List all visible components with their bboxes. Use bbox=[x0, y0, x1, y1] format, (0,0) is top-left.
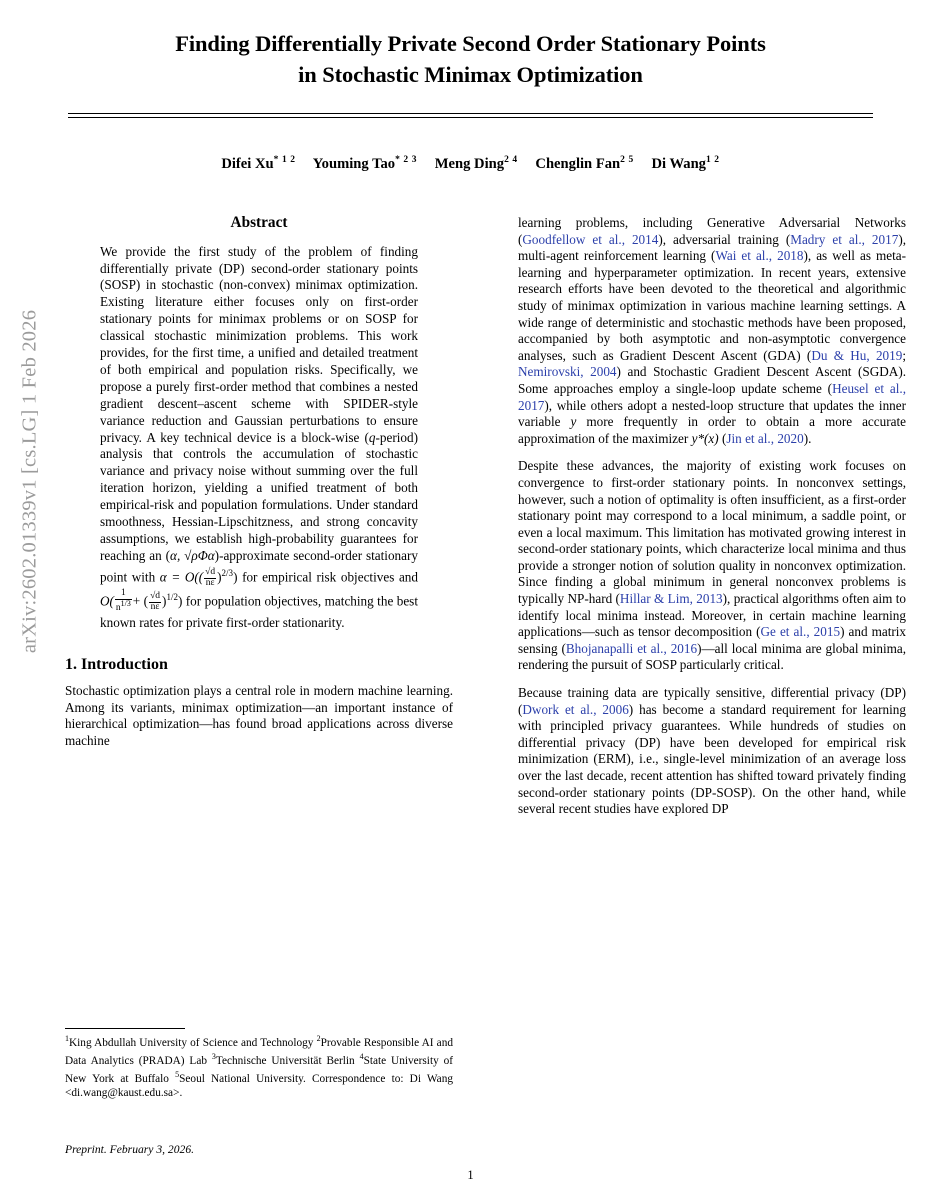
arxiv-stamp: arXiv:2602.01339v1 [cs.LG] 1 Feb 2026 bbox=[18, 309, 41, 654]
title-line-2: in Stochastic Minimax Optimization bbox=[298, 62, 643, 87]
author-name-3: Meng Ding bbox=[434, 155, 505, 172]
intro-paragraph-1: Stochastic optimization plays a central role in modern machine learning. Among its variants, minimax optimization—an important instance of hierarchical optimization—has found broad applications across diverse machine bbox=[65, 683, 453, 748]
abstract-heading: Abstract bbox=[230, 214, 288, 231]
citation-heusel[interactable]: Heusel et al. bbox=[832, 380, 903, 396]
intro-paragraph-3: Because training data are typically sensitive, differential privacy (DP) (Dwork et al., 2006) has become a standard requirement for learning with principled privacy guarantees. While hundreds of studies on differential privacy (DP) have been developed for empirical risk minimization (ERM), i.e., single-level minimization of an average loss over the last decade, recent attention has shifted toward privately finding second-order stationary points (DP-SOSP). On the other hand, while several recent studies have explored DP bbox=[518, 685, 906, 817]
citation-hillar-lim[interactable]: Hillar & Lim bbox=[619, 591, 690, 607]
citation-jin[interactable]: Jin et al. bbox=[726, 430, 771, 446]
abstract-frac-3: $\frac{√d}{n\varepsilon}$ bbox=[150, 590, 161, 612]
footnote-affiliations: $^1$King Abdullah University of Science and Technology $^2$Provable Responsible AI and Data Analytics (PRADA) Lab $^3$Technische Universität Berlin $^4$State University of New York at Buffalo $^5$Seoul National University. Correspondence to: Di Wang <di.wang@kaust.edu.sa>. bbox=[65, 1034, 454, 1099]
header-rule-top bbox=[68, 113, 873, 114]
author-marks-1: * 1 2 bbox=[273, 155, 296, 165]
author-name-5: Di Wang bbox=[651, 155, 706, 172]
abstract-frac-1: $\frac{√d}{n\varepsilon}$ bbox=[205, 566, 216, 588]
page-number: 1 bbox=[467, 1168, 474, 1182]
author-marks-4: 2 5 bbox=[620, 155, 634, 165]
abstract-frac-2: $\frac{1}{n^{1/3}}$ bbox=[115, 588, 131, 614]
abstract-pow-2: 1/2 bbox=[166, 591, 178, 602]
abstract-math-sqrt: √ρΦα bbox=[184, 547, 215, 563]
abstract-plus: + ( bbox=[132, 593, 149, 609]
abstract-body bbox=[65, 244, 453, 632]
title-line-1: Finding Differentially Private Second Order Stationary Points bbox=[175, 31, 766, 56]
abstract-math-q: q bbox=[368, 429, 376, 445]
citation-nemirovski[interactable]: Nemirovski bbox=[518, 364, 581, 380]
math-y-star: y*(x) bbox=[691, 430, 719, 446]
citation-madry[interactable]: Madry et al. bbox=[790, 231, 862, 247]
citation-goodfellow[interactable]: Goodfellow et al. bbox=[522, 231, 622, 247]
author-name-2: Youming Tao bbox=[312, 155, 396, 172]
author-name-4: Chenglin Fan bbox=[535, 155, 621, 172]
footnote-rule bbox=[65, 1028, 185, 1029]
citation-dwork[interactable]: Dwork et al. bbox=[522, 701, 594, 717]
citation-wai[interactable]: Wai et al. bbox=[715, 248, 769, 264]
abstract-math-O2: O( bbox=[100, 593, 114, 609]
intro-paragraph-1-cont: learning problems, including Generative Adversarial Networks (Goodfellow et al., 2014), adversarial training (Madry et al., 2017), multi-agent reinforcement learning (Wai et al., 2018), as well as meta-learning and hyperparameter optimization. In recent years, extensive research efforts have been devoted to the theoretical and algorithmic study of minimax optimization in various machine learning settings. A wide range of deterministic and stochastic methods have been proposed, accompanied by both asymptotic and non-asymptotic convergence analyses, such as Gradient Descent Ascent (GDA) (Du & Hu, 2019; Nemirovski, 2004) and Stochastic Gradient Descent Ascent (SGDA). Some approaches employ a single-loop update scheme (Heusel et al., 2017), while others adopt a nested-loop structure that updates the inner variable y more frequently in order to obtain a more accurate approximation of the maximizer y*(x) (Jin et al., 2020). bbox=[518, 215, 907, 446]
abstract-text-1: We provide the first study of the problem of finding differentially private (DP) second-order stationary points (SOSP) in stochastic (non-convex) minimax optimization. Existing literature either focuses only on first-order stationary points for minimax problems or on SOSP for classical stochastic minimization problems. This work provides, for the first time, a unified and detailed treatment of both empirical and population risks. Specifically, we propose a purely first-order method that combines a nested gradient descent–ascent scheme with SPIDER-style variance reduction and Gaussian perturbations to ensure privacy. A key technical device is a block-wise ( bbox=[100, 243, 418, 445]
citation-ge[interactable]: Ge et al. bbox=[760, 624, 807, 640]
header-rule-bottom bbox=[68, 117, 873, 118]
left-column bbox=[65, 215, 453, 760]
abstract-text-3: )-approximate second-order stationary point with bbox=[100, 547, 418, 585]
abstract-paren-2: ) bbox=[162, 593, 167, 609]
abstract-text-2: -period) analysis that controls the accumulation of stochastic variance and privacy noise without summing over the full iteration horizon, yielding a unified treatment of both empirical-risk and population formulations. Under standard smoothness, Hessian-Lipschitzness, and strong concavity assumptions, we establish high-probability guarantees for reaching an ( bbox=[100, 429, 418, 563]
author-marks-5: 1 2 bbox=[705, 155, 720, 165]
abstract-pow-1: 2/3 bbox=[221, 567, 234, 578]
abstract-math-alpha: α, bbox=[170, 547, 181, 563]
citation-bhojanapalli[interactable]: Bhojanapalli et al. bbox=[565, 640, 664, 656]
author-list bbox=[68, 155, 873, 173]
section-heading-introduction: 1. Introduction bbox=[65, 656, 168, 674]
intro-paragraph-2: Despite these advances, the majority of existing work focuses on convergence to first-order stationary points. In nonconvex settings, however, such a notion of optimality is often insufficient, as a first-order stationary point may correspond to a local minimum, a saddle point, or even a local maximum. This limitation has motivated growing interest in second-order stationary points, which characterize local minima and thus provide a stronger notion of solution quality in nonconvex optimization. Since finding a global minimum in general nonconvex problems is typically NP-hard (Hillar & Lim, 2013), practical algorithms often aim to identify local minima instead. Moreover, in certain machine learning applications—such as tensor decomposition (Ge et al., 2015) and matrix sensing (Bhojanapalli et al., 2016)—all local minima are global minima, rendering the pursuit of SOSP particularly critical. bbox=[518, 458, 907, 673]
abstract-paren-1: ) bbox=[217, 569, 222, 585]
citation-du-hu[interactable]: Du & Hu bbox=[811, 347, 867, 363]
author-marks-3: 2 4 bbox=[504, 155, 518, 165]
abstract-text-5: ) for population objectives, matching the best known rates for private first-order stationarity. bbox=[100, 593, 418, 630]
right-column bbox=[518, 215, 906, 829]
author-marks-2: * 2 3 bbox=[395, 155, 418, 165]
abstract-text-4: ) for empirical risk objectives and bbox=[233, 569, 418, 585]
abstract-math-alpha2: α = O(( bbox=[159, 569, 204, 585]
preprint-notice: Preprint. February 3, 2026. bbox=[65, 1143, 195, 1156]
paper-title bbox=[68, 28, 873, 90]
author-name-1: Difei Xu bbox=[221, 155, 274, 172]
